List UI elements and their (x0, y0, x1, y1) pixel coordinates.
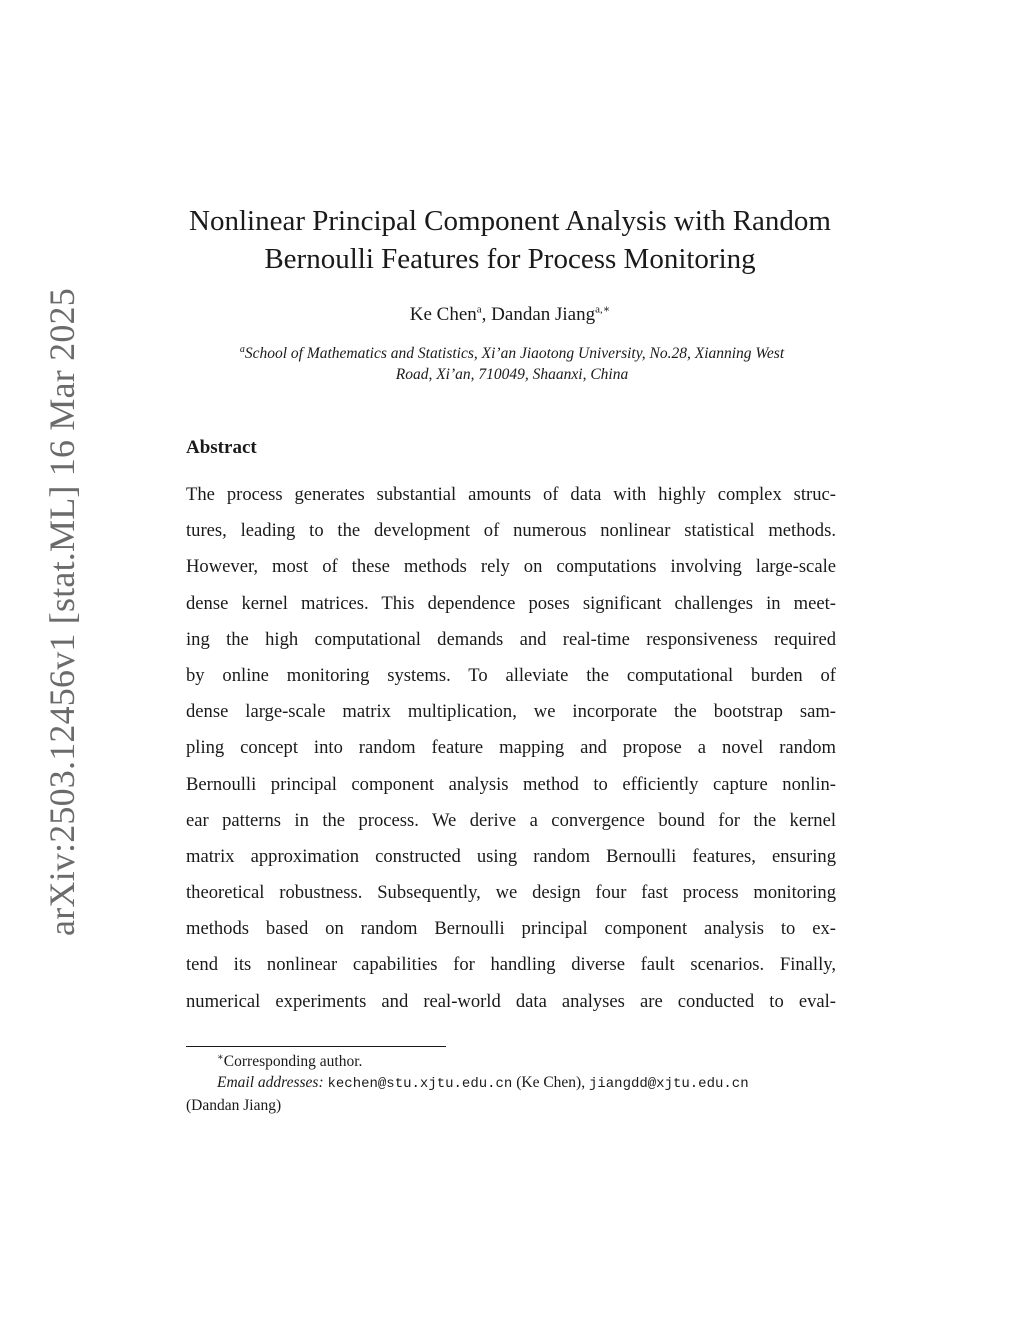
footnote-block (186, 1051, 836, 1116)
abstract-line: numerical experiments and real-world data analyses are conducted to eval- (186, 990, 836, 1012)
abstract-line: ing the high computational demands and real-time responsiveness required (186, 628, 836, 650)
abstract-line: Bernoulli principal component analysis method to efficiently capture nonlin- (186, 773, 836, 795)
author-name: Dandan Jiang (491, 304, 596, 325)
email-link-ke-chen[interactable]: kechen@stu.xjtu.edu.cn (327, 1076, 513, 1092)
abstract-body (186, 481, 836, 1024)
affiliation (186, 343, 838, 385)
abstract-line: tures, leading to the development of numerous nonlinear statistical methods. (186, 520, 836, 542)
abstract-line: ear patterns in the process. We derive a convergence bound for the kernel (186, 809, 836, 831)
author-list (150, 302, 870, 328)
affiliation-line-1: School of Mathematics and Statistics, Xi’an Jiaotong University, No.28, Xianning West (244, 345, 785, 362)
email-owner: (Ke Chen), (516, 1074, 586, 1091)
footnote-marker: ∗ (217, 1051, 224, 1063)
abstract-line: by online monitoring systems. To alleviate the computational burden of (186, 664, 836, 686)
footnote-divider (186, 1046, 446, 1047)
email-owner-line (186, 1095, 836, 1116)
abstract-line: However, most of these methods rely on computations involving large-scale (186, 556, 836, 578)
email-owner: (Dandan Jiang) (186, 1097, 282, 1114)
author-name: Ke Chen (409, 304, 477, 325)
arxiv-identifier-stamp: arXiv:2503.12456v1 [stat.ML] 16 Mar 2025 (42, 288, 82, 936)
abstract-line: tend its nonlinear capabilities for handling diverse fault scenarios. Finally, (186, 954, 836, 976)
abstract-line: dense large-scale matrix multiplication, we incorporate the bootstrap sam- (186, 701, 836, 723)
affiliation-marker: a (476, 303, 482, 316)
title-line-2: Bernoulli Features for Process Monitoring (264, 243, 756, 275)
corresponding-author-note (186, 1051, 836, 1072)
title-line-1: Nonlinear Principal Component Analysis with Random (189, 205, 831, 237)
affiliation-line-2: Road, Xi’an, 710049, Shaanxi, China (395, 366, 629, 383)
email-addresses-note (186, 1072, 836, 1095)
abstract-line: methods based on random Bernoulli principal component analysis to ex- (186, 918, 836, 940)
corresponding-author-text: Corresponding author. (223, 1053, 363, 1070)
abstract-line: dense kernel matrices. This dependence poses significant challenges in meet- (186, 592, 836, 614)
email-link-dandan-jiang[interactable]: jiangdd@xjtu.edu.cn (588, 1076, 749, 1092)
author-separator: , (481, 304, 492, 325)
abstract-line: pling concept into random feature mapping and propose a novel random (186, 737, 836, 759)
affiliation-marker: a (239, 343, 245, 355)
email-label: Email addresses: (217, 1074, 324, 1091)
abstract-line: matrix approximation constructed using random Bernoulli features, ensuring (186, 845, 836, 867)
abstract-heading: Abstract (186, 437, 257, 458)
abstract-line: The process generates substantial amounts of data with highly complex struc- (186, 484, 836, 505)
abstract-line: theoretical robustness. Subsequently, we design four fast process monitoring (186, 882, 836, 904)
affiliation-marker: a,∗ (595, 303, 611, 316)
paper-title (150, 202, 870, 278)
